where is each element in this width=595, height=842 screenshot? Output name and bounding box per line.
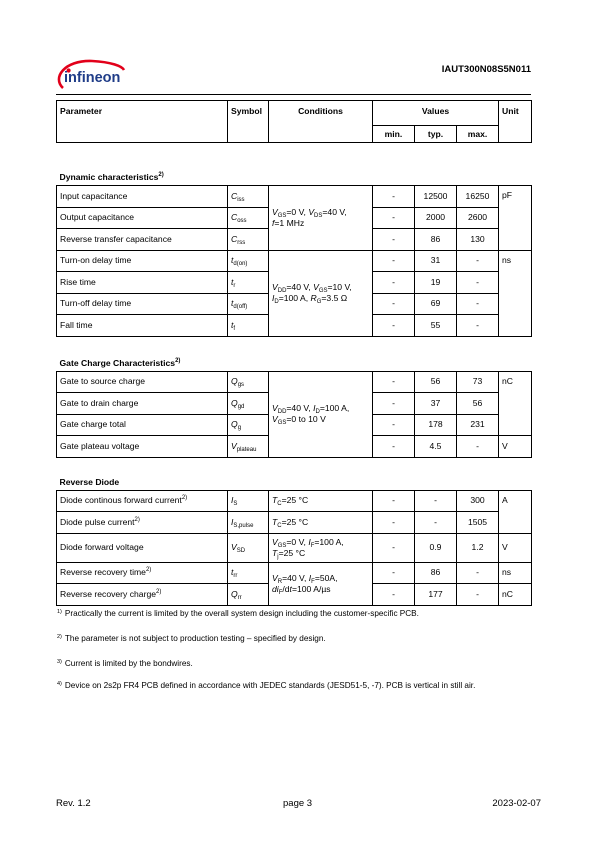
condition: $T_C=25$ °C [269,512,373,534]
value-max: 73 [457,371,499,393]
param-name: Gate to drain charge [57,393,228,415]
unit: V [499,533,532,562]
value-typ: 86 [415,562,457,584]
header-values: Values [373,101,499,126]
table-row [57,562,532,584]
value-min: - [373,250,415,272]
value-min: - [373,436,415,458]
unit: A [499,490,532,533]
value-max: - [457,250,499,272]
param-name: Turn-on delay time [57,250,228,272]
value-max: 1.2 [457,533,499,562]
value-min: - [373,533,415,562]
date: 2023-02-07 [492,798,541,809]
footnote: $^{1)}$ Practically the current is limited by the overall system design including the customer-specific PCB. [57,609,419,618]
section-dynamic: Dynamic characteristics$^{2)}$ [57,143,532,186]
value-typ: 31 [415,250,457,272]
value-typ: 0.9 [415,533,457,562]
table-row [57,533,532,562]
characteristics-table [56,100,532,606]
value-min: - [373,371,415,393]
conditions-recovery: $V_R=40$ V, $I_F=50A$, $di_F/dt=100$ A/µs [269,562,373,605]
part-number: IAUT300N08S5N011 [441,64,531,75]
symbol: $t_{rr}$ [228,562,269,584]
param-name: Gate to source charge [57,371,228,393]
unit: nC [499,584,532,606]
value-min: - [373,229,415,251]
value-typ: 4.5 [415,436,457,458]
table-header-row [57,101,532,126]
param-name: Diode forward voltage [57,533,228,562]
conditions-gate-charge: $V_{DD}=40$ V, $I_D=100$ A, $V_{GS}=0$ to 10 V [269,371,373,457]
value-max: 300 [457,490,499,512]
value-min: - [373,393,415,415]
condition: $V_{GS}=0$ V, $I_F=100$ A, $T_j=25$ °C [269,533,373,562]
value-min: - [373,490,415,512]
value-typ: 69 [415,293,457,315]
value-typ: - [415,512,457,534]
symbol: $C_{oss}$ [228,207,269,229]
symbol: $t_{d(off)}$ [228,293,269,315]
condition: $T_C=25$ °C [269,490,373,512]
param-name: Reverse transfer capacitance [57,229,228,251]
value-max: - [457,584,499,606]
param-name: Output capacitance [57,207,228,229]
value-max: 2600 [457,207,499,229]
param-name: Diode pulse current$^{2)}$ [57,512,228,534]
value-min: - [373,584,415,606]
value-max: - [457,436,499,458]
value-min: - [373,186,415,208]
revision: Rev. 1.2 [56,798,91,809]
unit: V [499,436,532,458]
symbol: $C_{iss}$ [228,186,269,208]
table-row [57,490,532,512]
value-typ: 178 [415,414,457,436]
param-name: Gate charge total [57,414,228,436]
value-min: - [373,315,415,337]
header-unit: Unit [499,101,532,143]
symbol: $Q_g$ [228,414,269,436]
param-name: Reverse recovery time$^{2)}$ [57,562,228,584]
conditions-capacitance: $V_{GS}=0$ V, $V_{DS}=40$ V, f=1 MHz [269,186,373,251]
value-max: 16250 [457,186,499,208]
value-typ: 12500 [415,186,457,208]
unit: nC [499,371,532,436]
table-row [57,371,532,393]
param-name: Turn-off delay time [57,293,228,315]
param-name: Fall time [57,315,228,337]
header-typ: typ. [415,126,457,143]
page-number: page 3 [283,798,313,809]
footnote: $^{3)}$ Current is limited by the bondwires. [57,659,193,668]
infineon-logo [56,58,128,92]
symbol: $t_f$ [228,315,269,337]
symbol: $C_{rss}$ [228,229,269,251]
section-gate-charge: Gate Charge Characteristics$^{2)}$ [57,336,532,371]
param-name: Gate plateau voltage [57,436,228,458]
symbol: $I_{S,pulse}$ [228,512,269,534]
section-title: Dynamic characteristics [59,172,159,182]
symbol: $t_r$ [228,272,269,294]
value-min: - [373,207,415,229]
header-min: min. [373,126,415,143]
value-max: - [457,272,499,294]
value-typ: 55 [415,315,457,337]
symbol: $t_{d(on)}$ [228,250,269,272]
table-row [57,186,532,208]
value-typ: 2000 [415,207,457,229]
header-conditions: Conditions [269,101,373,143]
unit: ns [499,250,532,336]
value-max: 1505 [457,512,499,534]
footnote: $^{2)}$ The parameter is not subject to production testing – specified by design. [57,634,326,643]
section-reverse-diode [57,457,532,490]
unit: pF [499,186,532,251]
param-name: Input capacitance [57,186,228,208]
value-max: 56 [457,393,499,415]
value-max: 231 [457,414,499,436]
value-min: - [373,272,415,294]
value-min: - [373,414,415,436]
symbol: $V_{SD}$ [228,533,269,562]
value-typ: 37 [415,393,457,415]
value-max: - [457,293,499,315]
footnote: $^{4)}$ Device on 2s2p FR4 PCB defined in accordance with JEDEC standards (JESD51-5, -7). PCB is vertical in still air. [57,681,476,690]
symbol: $Q_{gd}$ [228,393,269,415]
value-typ: 19 [415,272,457,294]
header-parameter: Parameter [57,101,228,143]
value-min: - [373,512,415,534]
value-min: - [373,562,415,584]
table-row [57,250,532,272]
header-rule [56,94,531,95]
value-max: - [457,315,499,337]
param-name: Diode continous forward current$^{2)}$ [57,490,228,512]
logo-wordmark: infineon [64,70,121,86]
table-row [57,512,532,534]
header-symbol: Symbol [228,101,269,143]
value-typ: 56 [415,371,457,393]
symbol: $Q_{rr}$ [228,584,269,606]
value-max: 130 [457,229,499,251]
value-typ: 86 [415,229,457,251]
value-min: - [373,293,415,315]
symbol: $I_S$ [228,490,269,512]
header-max: max. [457,126,499,143]
section-title: Gate Charge Characteristics [59,357,176,368]
param-name: Reverse recovery charge$^{2)}$ [57,584,228,606]
value-typ: 177 [415,584,457,606]
unit: ns [499,562,532,584]
param-name: Rise time [57,272,228,294]
value-max: - [457,562,499,584]
symbol: $Q_{gs}$ [228,371,269,393]
symbol: $V_{plateau}$ [228,436,269,458]
value-typ: - [415,490,457,512]
conditions-switching: $V_{DD}=40$ V, $V_{GS}=10$ V, $I_D=100$ A, $R_G=3.5$ Ω [269,250,373,336]
section-title: Reverse Diode [59,476,120,487]
